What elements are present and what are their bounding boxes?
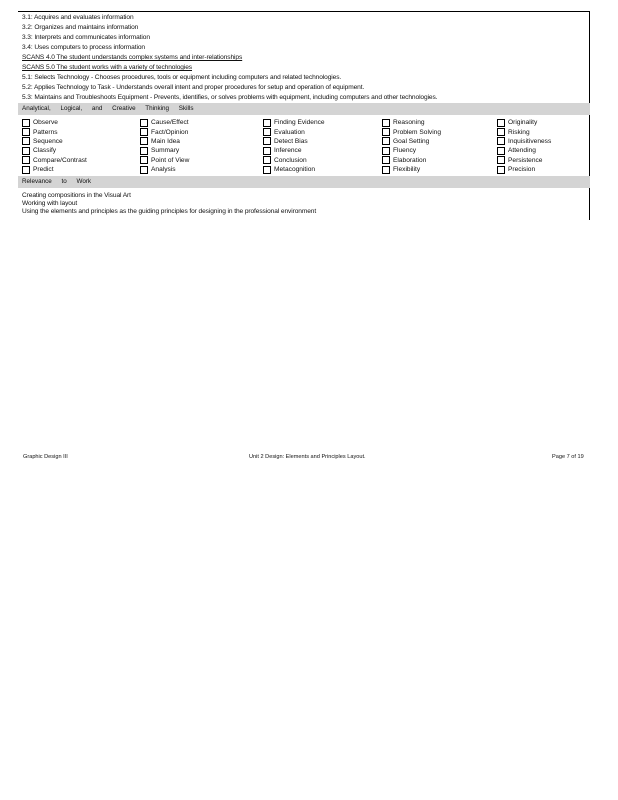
skill-label: Metacognition bbox=[274, 166, 316, 174]
skill-label: Evaluation bbox=[274, 128, 305, 136]
skill-label: Goal Setting bbox=[393, 137, 430, 145]
skill-label: Observe bbox=[33, 119, 58, 127]
skill-label: Originality bbox=[508, 119, 538, 127]
checkbox[interactable] bbox=[140, 156, 148, 164]
skill-label: Precision bbox=[508, 166, 536, 174]
checkbox[interactable] bbox=[140, 137, 148, 145]
skill-label: Elaboration bbox=[393, 156, 427, 164]
skills-column bbox=[263, 118, 373, 174]
checkbox[interactable] bbox=[263, 166, 271, 174]
skill-label: Inquisitiveness bbox=[508, 137, 552, 145]
skill-label: Cause/Effect bbox=[151, 119, 189, 127]
skill-checkbox-row[interactable] bbox=[263, 127, 373, 136]
objective-line: 5.1: Selects Technology - Chooses procedures, tools or equipment including computers and related technologies. bbox=[22, 74, 342, 81]
checkbox[interactable] bbox=[140, 119, 148, 127]
checkbox[interactable] bbox=[382, 166, 390, 174]
checkbox[interactable] bbox=[497, 156, 505, 164]
skill-label: Attending bbox=[508, 147, 536, 155]
checkbox[interactable] bbox=[382, 128, 390, 136]
checkbox[interactable] bbox=[22, 147, 30, 155]
skill-checkbox-row[interactable] bbox=[22, 146, 132, 155]
skill-checkbox-row[interactable] bbox=[263, 146, 373, 155]
skill-checkbox-row[interactable] bbox=[140, 146, 250, 155]
skill-checkbox-row[interactable] bbox=[263, 165, 373, 174]
skill-checkbox-row[interactable] bbox=[22, 156, 132, 165]
checkbox[interactable] bbox=[22, 166, 30, 174]
skill-checkbox-row[interactable] bbox=[263, 137, 373, 146]
checkbox[interactable] bbox=[22, 128, 30, 136]
skill-checkbox-row[interactable] bbox=[382, 137, 492, 146]
checkbox[interactable] bbox=[22, 119, 30, 127]
skills-column bbox=[497, 118, 607, 174]
skill-checkbox-row[interactable] bbox=[382, 165, 492, 174]
skill-checkbox-row[interactable] bbox=[497, 127, 607, 136]
skill-checkbox-row[interactable] bbox=[497, 165, 607, 174]
objective-line: 3.3: Interprets and communicates information bbox=[22, 34, 150, 41]
objective-line: 3.4: Uses computers to process information bbox=[22, 44, 145, 51]
checkbox[interactable] bbox=[263, 119, 271, 127]
skill-label: Point of View bbox=[151, 156, 190, 164]
skill-checkbox-row[interactable] bbox=[382, 146, 492, 155]
checkbox[interactable] bbox=[140, 147, 148, 155]
skill-label: Persistence bbox=[508, 156, 543, 164]
scans-heading: SCANS 4.0 The student understands complex systems and inter-relationships bbox=[22, 54, 243, 61]
skill-label: Finding Evidence bbox=[274, 119, 325, 127]
skill-label: Detect Bias bbox=[274, 137, 308, 145]
relevance-item: Using the elements and principles as the guiding principles for designing in the professional environment bbox=[22, 208, 317, 215]
thinking-skills-header: Analytical, Logical, and Creative Thinking Skills bbox=[22, 105, 194, 112]
skill-checkbox-row[interactable] bbox=[497, 146, 607, 155]
skill-checkbox-row[interactable] bbox=[22, 118, 132, 127]
skill-label: Predict bbox=[33, 166, 54, 174]
skill-label: Risking bbox=[508, 128, 530, 136]
skill-label: Problem Solving bbox=[393, 128, 442, 136]
skill-checkbox-row[interactable] bbox=[140, 127, 250, 136]
skill-label: Reasoning bbox=[393, 119, 425, 127]
skills-column bbox=[382, 118, 492, 174]
skill-checkbox-row[interactable] bbox=[497, 118, 607, 127]
objective-line: 5.3: Maintains and Troubleshoots Equipment - Prevents, identifies, or solves problems with equipment, including computers and other technologies. bbox=[22, 94, 438, 101]
skill-checkbox-row[interactable] bbox=[382, 127, 492, 136]
checkbox[interactable] bbox=[382, 119, 390, 127]
skill-label: Summary bbox=[151, 147, 180, 155]
footer-course: Graphic Design III bbox=[23, 454, 68, 460]
skill-checkbox-row[interactable] bbox=[22, 127, 132, 136]
checkbox[interactable] bbox=[263, 156, 271, 164]
scans-heading: SCANS 5.0 The student works with a variety of technologies bbox=[22, 64, 193, 71]
skill-label: Patterns bbox=[33, 128, 58, 136]
skill-label: Classify bbox=[33, 147, 57, 155]
relevance-header: Relevance to Work bbox=[22, 178, 92, 185]
skill-checkbox-row[interactable] bbox=[497, 156, 607, 165]
footer-page-number: Page 7 of 19 bbox=[552, 454, 584, 460]
skill-checkbox-row[interactable] bbox=[22, 137, 132, 146]
checkbox[interactable] bbox=[263, 128, 271, 136]
checkbox[interactable] bbox=[382, 137, 390, 145]
skill-checkbox-row[interactable] bbox=[140, 118, 250, 127]
skill-checkbox-row[interactable] bbox=[263, 156, 373, 165]
skill-checkbox-row[interactable] bbox=[140, 137, 250, 146]
objective-line: 3.2: Organizes and maintains information bbox=[22, 24, 139, 31]
checkbox[interactable] bbox=[497, 119, 505, 127]
skill-checkbox-row[interactable] bbox=[140, 156, 250, 165]
footer-unit: Unit 2 Design: Elements and Principles Layout. bbox=[249, 454, 366, 460]
skill-label: Main Idea bbox=[151, 137, 180, 145]
objective-line: 5.2: Applies Technology to Task - Understands overall intent and proper procedures for setup and operation of equipment. bbox=[22, 84, 365, 91]
checkbox[interactable] bbox=[382, 147, 390, 155]
checkbox[interactable] bbox=[497, 128, 505, 136]
checkbox[interactable] bbox=[497, 166, 505, 174]
skill-checkbox-row[interactable] bbox=[382, 118, 492, 127]
checkbox[interactable] bbox=[497, 147, 505, 155]
objective-line: 3.1: Acquires and evaluates information bbox=[22, 14, 134, 21]
skill-label: Fluency bbox=[393, 147, 417, 155]
checkbox[interactable] bbox=[22, 156, 30, 164]
skills-column bbox=[140, 118, 250, 174]
skill-label: Compare/Contrast bbox=[33, 156, 87, 164]
relevance-item: Creating compositions in the Visual Art bbox=[22, 192, 131, 199]
skill-label: Inference bbox=[274, 147, 302, 155]
skill-checkbox-row[interactable] bbox=[497, 137, 607, 146]
skills-column bbox=[22, 118, 132, 174]
checkbox[interactable] bbox=[382, 156, 390, 164]
skill-label: Conclusion bbox=[274, 156, 307, 164]
skill-checkbox-row[interactable] bbox=[22, 165, 132, 174]
relevance-band bbox=[18, 176, 590, 188]
skill-label: Flexibility bbox=[393, 166, 421, 174]
checkbox[interactable] bbox=[140, 166, 148, 174]
checkbox[interactable] bbox=[263, 147, 271, 155]
skill-label: Sequence bbox=[33, 137, 63, 145]
checkbox[interactable] bbox=[140, 128, 148, 136]
checkbox[interactable] bbox=[497, 137, 505, 145]
skill-label: Analysis bbox=[151, 166, 176, 174]
skill-checkbox-row[interactable] bbox=[263, 118, 373, 127]
relevance-item: Working with layout bbox=[22, 200, 78, 207]
content-frame bbox=[18, 11, 590, 220]
checkbox[interactable] bbox=[22, 137, 30, 145]
skill-checkbox-row[interactable] bbox=[140, 165, 250, 174]
skill-label: Fact/Opinion bbox=[151, 128, 189, 136]
skill-checkbox-row[interactable] bbox=[382, 156, 492, 165]
checkbox[interactable] bbox=[263, 137, 271, 145]
